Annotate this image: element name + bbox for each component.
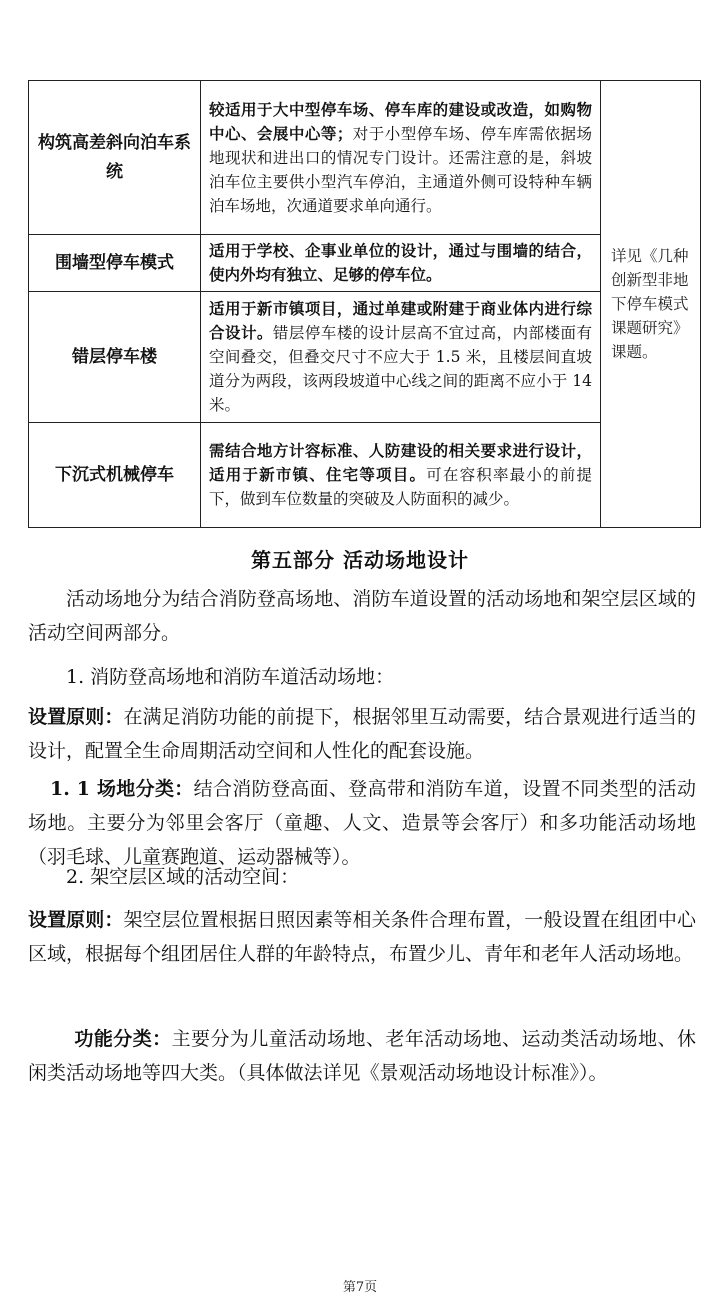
mode-description-bold: 适用于学校、企事业单位的设计，通过与围墙的结合，使内外均有独立、足够的停车位。 [209, 241, 592, 284]
mode-description-bold: 适用于新市镇项目，通过单建或附建于商业体内进行综合设计。 [209, 299, 592, 342]
mode-description [201, 292, 601, 423]
page-number: 第7页 [342, 1280, 378, 1295]
mode-name: 错层停车楼 [29, 292, 201, 423]
classification-label: 1. 1 场地分类： [50, 778, 194, 800]
parking-modes-table [28, 80, 701, 528]
subheading-fire-access: 1. 消防登高场地和消防车道活动场地： [66, 666, 395, 688]
table-row [29, 423, 701, 528]
mode-description-bold: 需结合地方计容标准、人防建设的相关要求进行设计，适用于新市镇、住宅等项目。 [209, 441, 592, 484]
table-row [29, 292, 701, 423]
mode-description-rest: 对于小型停车场、停车库需依据场地现状和进出口的情况专门设计。还需注意的是，斜坡泊车位主要供小型汽车停泊，主通道外侧可设特种车辆泊车场地，次通道要求单向通行。 [209, 124, 592, 215]
function-paragraph [28, 1022, 696, 1090]
table-row [29, 235, 701, 292]
mode-description [201, 81, 601, 235]
principle-text: 在满足消防功能的前提下，根据邻里互动需要，结合景观进行适当的设计，配置全生命周期活动空间和人性化的配套设施。 [28, 706, 696, 762]
reference-note: 详见《几种创新型非地下停车模式课题研究》课题。 [601, 81, 701, 528]
table-row [29, 81, 701, 235]
mode-description-bold: 较适用于大中型停车场、停车库的建设或改造，如购物中心、会展中心等； [209, 99, 592, 143]
principle-label: 设置原则： [28, 706, 124, 728]
function-text: 主要分为儿童活动场地、老年活动场地、运动类活动场地、休闲类活动场地等四大类。（具体做法详见《景观活动场地设计标准》）。 [28, 1028, 696, 1084]
mode-name: 围墙型停车模式 [29, 235, 201, 292]
mode-name: 构筑高差斜向泊车系统 [29, 81, 201, 235]
stilt-principle-text: 架空层位置根据日照因素等相关条件合理布置，一般设置在组团中心区域，根据每个组团居住人群的年龄特点，布置少儿、青年和老年人活动场地。 [28, 909, 696, 965]
function-label: 功能分类： [74, 1028, 172, 1050]
intro-paragraph: 活动场地分为结合消防登高场地、消防车道设置的活动场地和架空层区域的活动空间两部分。 [28, 588, 696, 644]
mode-description [201, 423, 601, 528]
mode-description-rest: 错层停车楼的设计层高不宜过高，内部楼面有空间叠交，但叠交尺寸不应大于 1.5 米，且楼层间直坡道分为两段，该两段坡道中心线之间的距离不应小于 14 米。 [209, 324, 592, 414]
mode-name: 下沉式机械停车 [29, 423, 201, 528]
stilt-principle-paragraph [28, 903, 696, 971]
mode-description-rest: 可在容积率最小的前提下，做到车位数量的突破及人防面积的减少。 [209, 466, 592, 508]
stilt-principle-label: 设置原则： [28, 909, 124, 931]
mode-description [201, 235, 601, 292]
classification-paragraph [28, 772, 696, 874]
principle-paragraph [28, 700, 696, 768]
section-title: 第五部分 活动场地设计 [251, 548, 469, 572]
classification-text: 结合消防登高面、登高带和消防车道，设置不同类型的活动场地。主要分为邻里会客厅（童趣、人文、造景等会客厅）和多功能活动场地（羽毛球、儿童赛跑道、运动器械等）。 [28, 778, 696, 868]
subheading-stilt-floor: 2. 架空层区域的活动空间： [66, 866, 300, 888]
